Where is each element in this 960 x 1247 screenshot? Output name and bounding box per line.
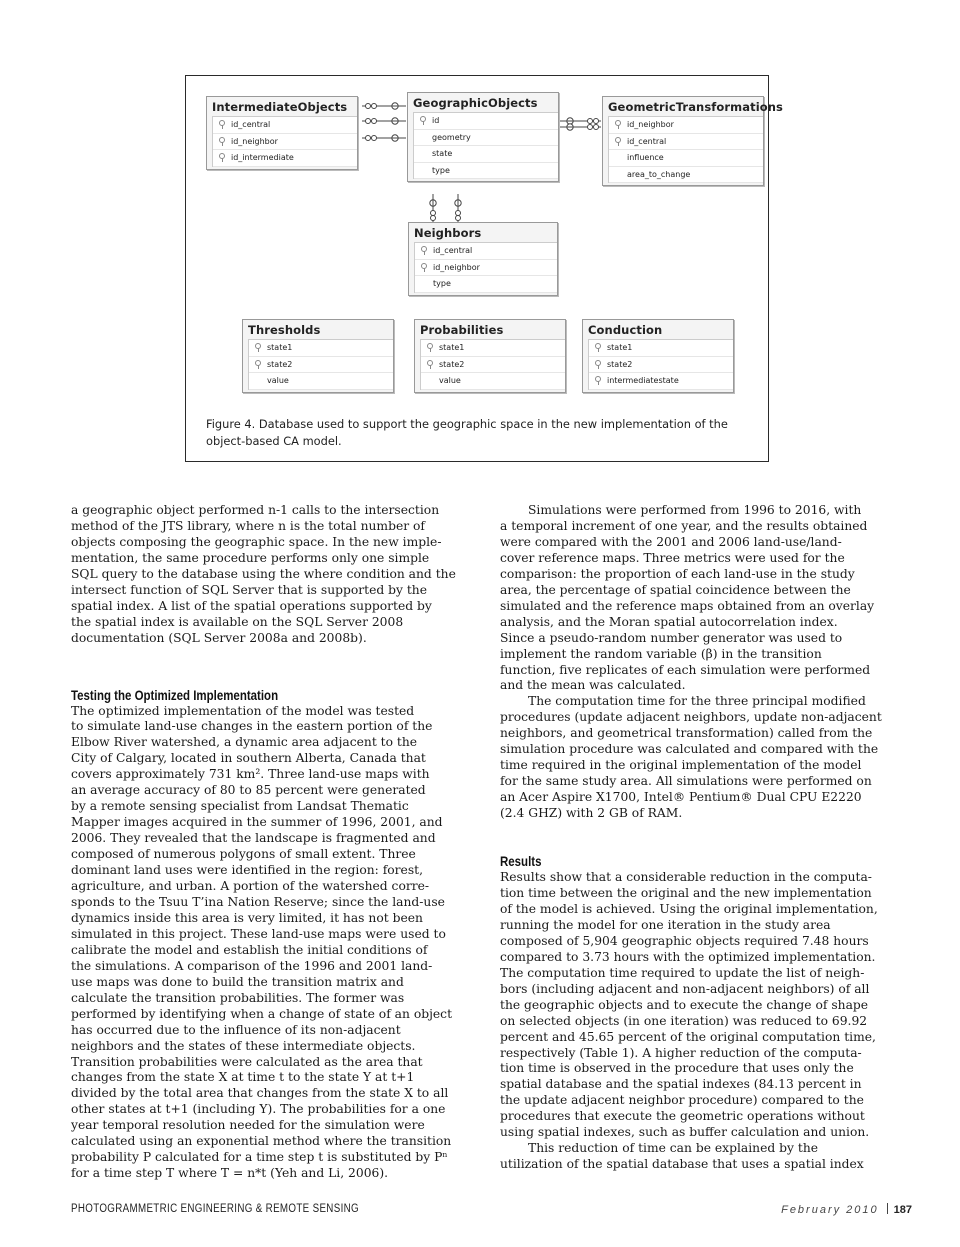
footer-page-info — [781, 1203, 912, 1216]
table-field-row — [249, 357, 393, 374]
key-slot — [249, 343, 267, 352]
page-number: 187 — [893, 1204, 912, 1216]
figure-4 — [185, 75, 783, 462]
field-name: id — [432, 116, 440, 125]
caption-text: Figure 4. Database used to support the geographic space in the new implementation of the object-based — [206, 417, 728, 448]
field-name: state1 — [607, 343, 633, 352]
key-slot — [414, 116, 432, 125]
field-name: id_central — [433, 246, 473, 255]
table-field-row — [213, 117, 357, 134]
footer-journal-name: PHOTOGRAMMETRIC ENGINEERING & REMOTE SENSING — [71, 1203, 359, 1215]
key-slot — [589, 376, 607, 385]
section-heading-results: Results — [500, 853, 542, 870]
left-column — [71, 503, 482, 1182]
field-name: type — [433, 279, 451, 288]
table-field-row — [415, 276, 557, 293]
field-name: type — [432, 165, 450, 175]
field-name: state2 — [439, 359, 465, 369]
table-title: Probabilities — [420, 323, 504, 337]
table-title: Thresholds — [248, 323, 321, 337]
field-name: id_neighbor — [231, 136, 278, 146]
table-field-row — [609, 134, 763, 151]
primary-key-icon — [615, 137, 621, 146]
table-neighbors — [408, 222, 558, 296]
key-slot — [213, 137, 231, 146]
table-geographic-objects — [407, 92, 559, 182]
paragraph: This reduction of time can be explained by the utilization of the spatial database that uses a spatial index — [500, 1141, 864, 1172]
field-name: geometry — [432, 132, 471, 142]
key-slot — [589, 360, 607, 369]
key-slot — [421, 343, 439, 352]
table-field-row — [415, 260, 557, 277]
table-intermediate-objects — [206, 96, 358, 170]
primary-key-icon — [595, 360, 601, 369]
table-field-row — [421, 340, 565, 357]
field-name: state1 — [267, 343, 293, 352]
field-name: state2 — [607, 359, 633, 369]
primary-key-icon — [427, 343, 433, 352]
primary-key-icon — [219, 137, 225, 146]
primary-key-icon — [427, 360, 433, 369]
primary-key-icon — [615, 120, 621, 129]
key-slot — [609, 137, 627, 146]
paragraph: a geographic object performed n-1 calls to the intersection method of the JTS library, where n is the total number of objects composing the geographic space. In the new imple- mentation, the same procedure performs only one simple SQL query to the database using the where condition and the intersect function of SQL Server that is supported by the spatial index. A list of the spatial operations supported by the spatial index is available on the SQL Server 2008 documentation (SQL Server 2008a and 2008b). — [71, 503, 456, 645]
right-column — [500, 503, 912, 1173]
paragraph: The computation time for the three principal modified procedures (update adjacent neighbors, update non-adjacent neighbors, and geometrical transformation) called from the simulation procedure was calculated and compared with the time required in the original implementation of the model for the same study area. All simulations were performed on an Acer Aspire X1700, Intel® Pentium® Dual CPU E2220 (2.4 GHZ) with 2 GB of RAM. — [500, 694, 882, 821]
field-name: id_neighbor — [433, 262, 480, 272]
primary-key-icon — [421, 246, 427, 255]
primary-key-icon — [421, 263, 427, 272]
footer-divider — [887, 1203, 888, 1214]
field-name: id_central — [627, 136, 667, 146]
table-conduction — [582, 319, 734, 393]
table-field-row — [213, 134, 357, 151]
field-name: state — [432, 149, 453, 158]
key-slot — [421, 360, 439, 369]
field-name: influence — [627, 153, 664, 162]
primary-key-icon — [595, 343, 601, 352]
caption-small-caps: CA — [283, 433, 299, 448]
figure-caption — [206, 416, 766, 449]
table-field-row — [589, 340, 733, 357]
table-title: Neighbors — [414, 226, 482, 240]
key-slot — [415, 246, 433, 255]
table-title: GeographicObjects — [413, 96, 538, 110]
field-name: intermediatestate — [607, 376, 679, 385]
key-slot — [213, 120, 231, 129]
table-geometric-transformations — [602, 96, 783, 186]
paragraph: Results show that a considerable reduction in the computa- tion time between the original and the new implementation of the model is achieved. Using the original implementation, running the model for one iteration in the study area composed of 5,904 geographic objects required 7.48 hours compared to 3.73 hours with the optimized implementation. The computation time required to update the list of neigh- bors (including adjacent and non-adjacent neighbors) of all the geographic objects and to execute the change of shape on selected objects (in one iteration) was reduced to 69.92 percent and 45.65 percent of the original computation time, respectively (Table 1). A higher reduction of the computa- tion time is observed in the procedure that uses only the spatial database and the spatial indexes (84.13 percent in the update adjacent neighbor procedure) compared to the procedures that execute the geometric operations without using spatial indexes, such as buffer calculation and union. — [500, 870, 878, 1140]
field-name: state1 — [439, 343, 465, 352]
table-field-row — [609, 150, 763, 167]
table-title: Conduction — [588, 323, 663, 337]
table-field-row — [414, 163, 558, 180]
footer-date: February 2010 — [781, 1204, 879, 1216]
field-name: id_intermediate — [231, 153, 294, 162]
table-field-row — [414, 130, 558, 147]
table-field-row — [589, 357, 733, 374]
table-field-row — [213, 150, 357, 167]
key-slot — [213, 153, 231, 162]
table-field-row — [589, 373, 733, 390]
key-slot — [249, 360, 267, 369]
section-heading-testing: Testing the Optimized Implementation — [71, 686, 279, 703]
table-title: IntermediateObjects — [212, 100, 348, 114]
primary-key-icon — [219, 153, 225, 162]
key-slot — [609, 120, 627, 129]
key-slot — [589, 343, 607, 352]
table-probabilities — [414, 319, 566, 393]
table-field-row — [414, 146, 558, 163]
table-field-row — [414, 113, 558, 130]
table-field-row — [249, 340, 393, 357]
table-field-row — [609, 167, 763, 184]
primary-key-icon — [420, 116, 426, 125]
paragraph: Simulations were performed from 1996 to 2016, with a temporal increment of one year, and the results obtained were compared with the 2001 and 2006 land-use/land- cover reference maps. Three metrics were used for the comparison: the proportion of each land-use in the study area, the percentage of spatial coincidence between the simulated and the reference maps obtained from an overlay analysis, and the Moran spatial autocorrelation index. Since a pseudo-random number generator was used to implement the random variable (β) in the transition function, five replicates of each simulation were performed and the mean was calculated. — [500, 503, 875, 693]
paragraph: The optimized implementation of the model was tested to simulate land-use changes in the eastern portion of the Elbow River watershed, a dynamic area adjacent to the City of Calgary, located in southern Alberta, Canada that covers approximately 731 km². Three land-use maps with an average accuracy of 80 to 85 percent were generated by a remote sensing specialist from Landsat Thematic Mapper images acquired in the summer of 1996, 2001, and 2006. They revealed that the landscape is fragmented and composed of numerous polygons of small extent. Three dominant land uses were identified in the region: forest, agriculture, and urban. A portion of the watershed corre- sponds to the Tsuu T’ina Nation Reserve; since the land-use dynamics inside this area is very limited, it has not been simulated in this project. These land-use maps were used to calibrate the model and establish the initial conditions of the simulations. A comparison of the 1996 and 2001 land- use maps was done to build the transition matrix and calculate the transition probabilities. The former was performed by identifying when a change of state of an object has occurred due to the influence of its non-adjacent neighbors and the states of these intermediate objects. Transition probabilities were calculated as the area that changes from the state X at time t to the state Y at t+1 divided by the total area that changes from the state X to all other states at t+1 (including Y). The probabilities for a one year temporal resolution needed for the simulation were calculated using an exponential method where the transition probability P calculated for a time step t is substituted by Pⁿ for a time step T where T = n*t (Yeh and Li, 2006). — [71, 703, 453, 1181]
table-field-row — [609, 117, 763, 134]
field-name: value — [267, 376, 289, 385]
caption-text-end: model. — [298, 433, 342, 448]
table-field-row — [249, 373, 393, 390]
field-name: id_central — [231, 120, 271, 129]
table-title: GeometricTransformations — [608, 100, 783, 114]
table-field-row — [421, 373, 565, 390]
field-name: state2 — [267, 359, 293, 369]
field-name: value — [439, 376, 461, 385]
database-diagram — [186, 76, 783, 406]
primary-key-icon — [219, 120, 225, 129]
primary-key-icon — [255, 360, 261, 369]
table-thresholds — [242, 319, 394, 393]
table-field-row — [421, 357, 565, 374]
primary-key-icon — [255, 343, 261, 352]
field-name: id_neighbor — [627, 120, 674, 129]
field-name: area_to_change — [627, 169, 691, 179]
table-field-row — [415, 243, 557, 260]
primary-key-icon — [595, 376, 601, 385]
key-slot — [415, 263, 433, 272]
